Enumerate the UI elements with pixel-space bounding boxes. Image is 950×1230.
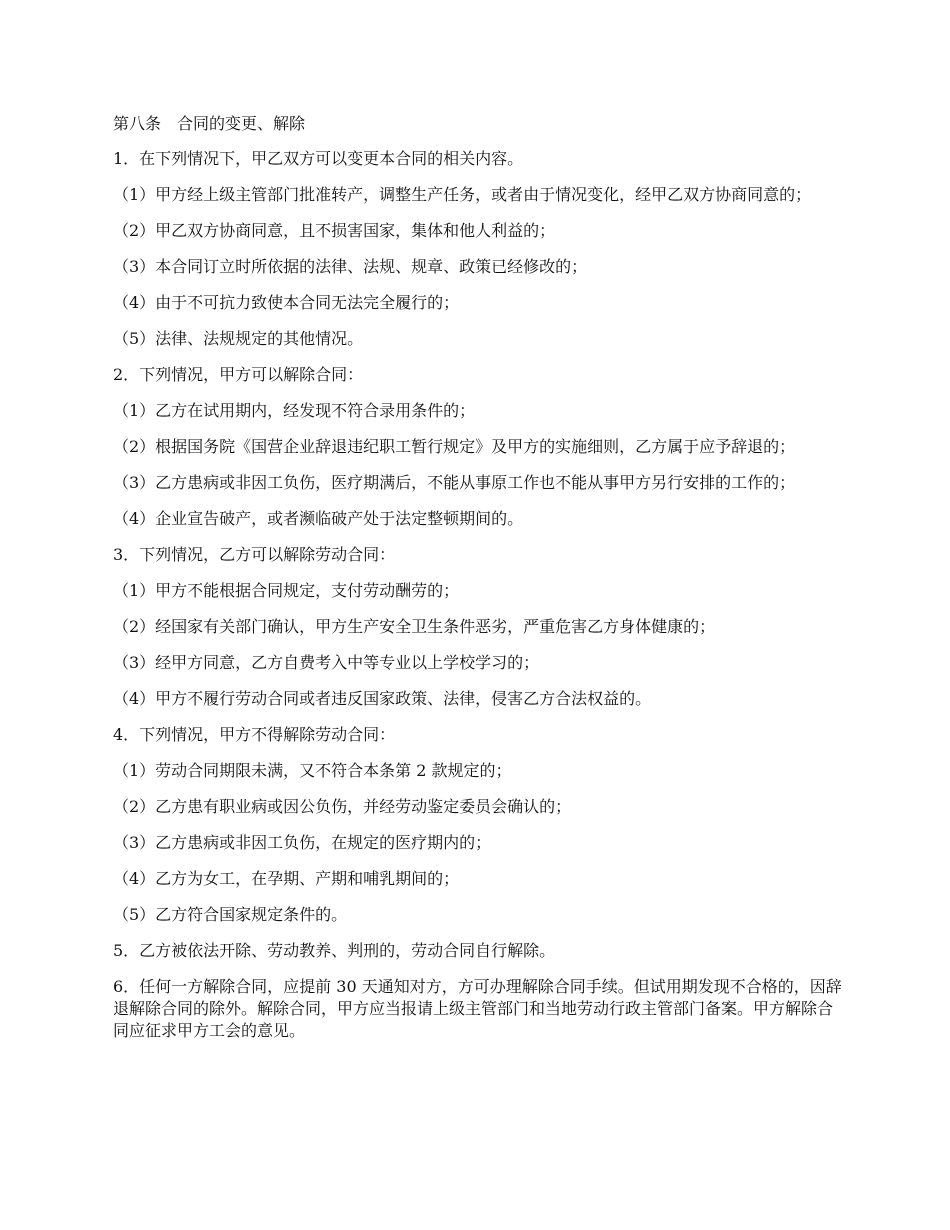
paragraph: （2）经国家有关部门确认，甲方生产安全卫生条件恶劣，严重危害乙方身体健康的； bbox=[113, 617, 716, 636]
paragraph: （4）甲方不履行劳动合同或者违反国家政策、法律，侵害乙方合法权益的。 bbox=[113, 689, 652, 708]
paragraph-list bbox=[113, 148, 845, 1042]
paragraph: （1）劳动合同期限未满，又不符合本条第 2 款规定的； bbox=[113, 761, 512, 780]
article-heading: 第八条 合同的变更、解除 bbox=[113, 114, 306, 133]
paragraph: （1）乙方在试用期内，经发现不符合录用条件的； bbox=[113, 401, 476, 420]
paragraph: （2）根据国务院《国营企业辞退违纪职工暂行规定》及甲方的实施细则，乙方属于应予辞退的； bbox=[113, 437, 796, 456]
paragraph: （4）企业宣告破产，或者濒临破产处于法定整顿期间的。 bbox=[113, 509, 524, 528]
paragraph: 2．下列情况，甲方可以解除合同： bbox=[113, 365, 364, 384]
paragraph: （4）乙方为女工，在孕期、产期和哺乳期间的； bbox=[113, 869, 460, 888]
paragraph: （3）经甲方同意，乙方自费考入中等专业以上学校学习的； bbox=[113, 653, 540, 672]
paragraph: 1．在下列情况下，甲乙双方可以变更本合同的相关内容。 bbox=[113, 149, 524, 168]
paragraph: 4．下列情况，甲方不得解除劳动合同： bbox=[113, 725, 396, 744]
document-body bbox=[113, 112, 845, 1056]
paragraph: （3）本合同订立时所依据的法律、法规、规章、政策已经修改的； bbox=[113, 257, 588, 276]
paragraph: 3．下列情况，乙方可以解除劳动合同： bbox=[113, 545, 396, 564]
paragraph: （5）法律、法规规定的其他情况。 bbox=[113, 329, 364, 348]
paragraph: （1）甲方不能根据合同规定，支付劳动酬劳的； bbox=[113, 581, 460, 600]
paragraph: （2）甲乙双方协商同意，且不损害国家，集体和他人利益的； bbox=[113, 221, 556, 240]
paragraph: （4）由于不可抗力致使本合同无法完全履行的； bbox=[113, 293, 460, 312]
paragraph: （3）乙方患病或非因工负伤，在规定的医疗期内的； bbox=[113, 833, 492, 852]
paragraph: （1）甲方经上级主管部门批准转产，调整生产任务，或者由于情况变化，经甲乙双方协商同意的； bbox=[113, 185, 812, 204]
paragraph: （5）乙方符合国家规定条件的。 bbox=[113, 905, 348, 924]
paragraph: （3）乙方患病或非因工负伤，医疗期满后，不能从事原工作也不能从事甲方另行安排的工作的； bbox=[113, 473, 796, 492]
paragraph: 5．乙方被依法开除、劳动教养、判刑的，劳动合同自行解除。 bbox=[113, 941, 556, 960]
paragraph: 6．任何一方解除合同，应提前 30 天通知对方，方可办理解除合同手续。但试用期发现不合格的，因辞退解除合同的除外。解除合同，甲方应当报请上级主管部门和当地劳动行政主管部门备案。甲方解除合同应征求甲方工会的意见。 bbox=[113, 977, 842, 1040]
paragraph: （2）乙方患有职业病或因公负伤，并经劳动鉴定委员会确认的； bbox=[113, 797, 572, 816]
